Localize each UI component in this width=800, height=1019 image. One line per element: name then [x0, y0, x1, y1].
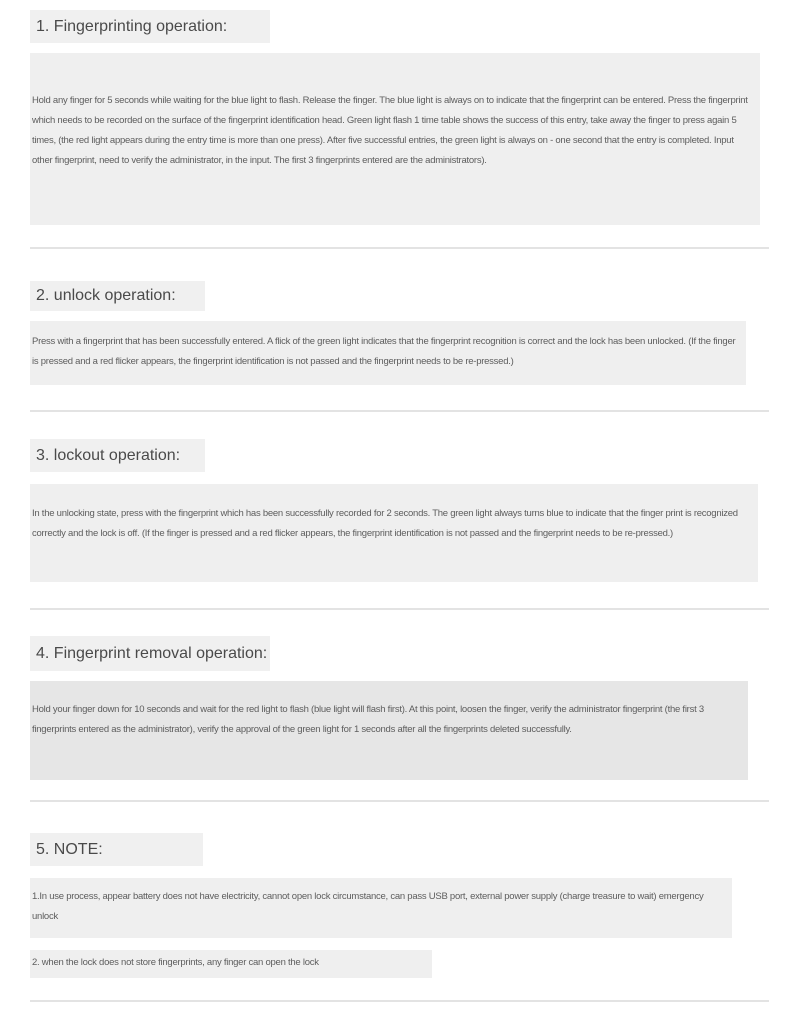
section-divider [30, 410, 769, 412]
section-2-heading: 2. unlock operation: [30, 281, 205, 311]
section-3-body [30, 484, 758, 582]
section-divider [30, 1000, 769, 1002]
section-5-note-2 [30, 950, 432, 978]
section-1-paragraph: Hold any finger for 5 seconds while waiting for the blue light to flash. Release the finger. The blue light is always on to indicate that the fingerprint can be entered. Press the fingerprint which needs to be recorded on the surface of the fingerprint identification head. Green light flash 1 time table shows the success of this entry, take away the finger to press again 5 times, (the red light appears during the entry time is more than one press). After five successful entries, the green light is always on - one second that the entry is completed. Input other fingerprint, need to verify the administrator, in the input. The first 3 fingerprints entered are the administrators). [32, 95, 748, 166]
section-divider [30, 608, 769, 610]
section-5-heading: 5. NOTE: [30, 833, 203, 866]
section-5-paragraph: 1.In use process, appear battery does not have electricity, cannot open lock circumstance, can pass USB port, external power supply (charge treasure to wait) emergency unlock [32, 891, 704, 922]
section-2-body [30, 321, 746, 385]
section-4-body [30, 681, 748, 780]
section-3-heading: 3. lockout operation: [30, 439, 205, 472]
section-2-paragraph: Press with a fingerprint that has been successfully entered. A flick of the green light indicates that the fingerprint recognition is correct and the lock has been unlocked. (If the finger is pressed and a red flicker appears, the fingerprint identification is not passed and the fingerprint needs to be re-pressed.) [32, 336, 736, 367]
section-divider [30, 800, 769, 802]
section-4-heading: 4. Fingerprint removal operation: [30, 636, 270, 671]
section-5-paragraph: 2. when the lock does not store fingerprints, any finger can open the lock [32, 957, 319, 968]
section-5-note-1 [30, 878, 732, 938]
section-3-paragraph: In the unlocking state, press with the fingerprint which has been successfully recorded for 2 seconds. The green light always turns blue to indicate that the finger print is recognized correctly and the lock is off. (If the finger is pressed and a red flicker appears, the fingerprint identification is not passed and the fingerprint needs to be re-pressed.) [32, 508, 738, 539]
section-1-heading: 1. Fingerprinting operation: [30, 10, 270, 43]
section-divider [30, 247, 769, 249]
section-4-paragraph: Hold your finger down for 10 seconds and wait for the red light to flash (blue light will flash first). At this point, loosen the finger, verify the administrator fingerprint (the first 3 fingerprints entered as the administrator), verify the approval of the green light for 1 seconds after all the fingerprints deleted successfully. [32, 704, 704, 735]
section-1-body [30, 53, 760, 225]
